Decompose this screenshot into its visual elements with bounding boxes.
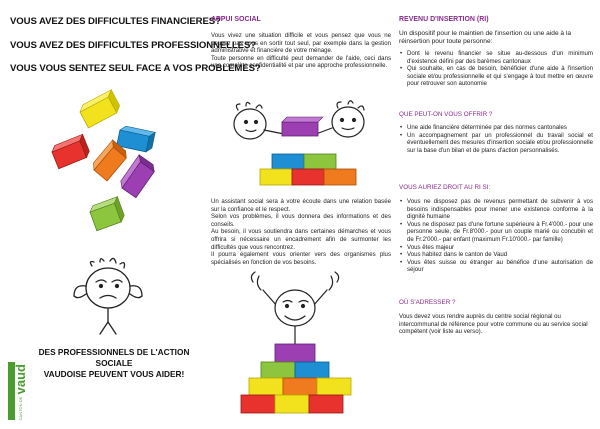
logo-canton-de: CANTON DE <box>18 396 23 420</box>
question-alone: VOUS VOUS SENTEZ SEUL FACE A VOS PROBLEMES? <box>10 63 261 74</box>
appui-para-4: Selon vos problèmes, il vous donnera des informations et des conseils. <box>211 213 391 228</box>
slogan <box>30 347 198 380</box>
ri-heading: REVENU D'INSERTION (RI) <box>399 16 489 23</box>
appui-para-1: Vous vivez une situation difficile et vous pensez que vous ne pouvez pas vous en sortir tout seul, par exemple dans la gestion administrative et financière de votre ménage. <box>211 32 391 55</box>
brick-yellow <box>78 90 122 128</box>
where-text: Vous devez vous rendre auprès du centre social régional ou intercommunal de référence pour votre commune ou au service social compétent (voir liste au verso). <box>399 313 588 336</box>
canton-vaud-logo <box>8 362 26 420</box>
appui-para-6: Il pourra également vous orienter vers des organismes plus spécialisés en fonction de vos besoins. <box>211 251 391 266</box>
offer-heading: QUE PEUT-ON VOUS OFFRIR ? <box>399 111 493 118</box>
falling-bricks-illustration <box>0 90 206 270</box>
where-heading: OÙ S'ADRESSER ? <box>399 299 456 306</box>
brick-red <box>50 134 91 168</box>
appui-social-heading: APPUI SOCIAL <box>211 16 261 23</box>
ri-intro: Un dispositif pour le maintien de l'insertion ou une aide à la réinsertion pour toute personne: <box>399 30 572 46</box>
panel-middle <box>206 0 394 429</box>
rights-list <box>399 198 593 274</box>
question-professional: VOUS AVEZ DES DIFFICULTES PROFESSIONNELLES? <box>10 40 257 51</box>
list-item: • Qui souhaite, en cas de besoin, bénéficier d'une aide à l'insertion sociale et/ou professionnelle et qui s'engage à tout mettre en œuvre pour retrouver son autonomie <box>399 65 593 88</box>
appui-para-2: Toute personne en difficulté peut demander de l'aide, ceci dans une complète confidentialité et par une approche professionnelle. <box>211 54 391 70</box>
stressed-figure-illustration <box>70 258 150 338</box>
list-item: • Un accompagnement par un professionnel du travail social et éventuellement des mesures d'insertion sociale et/ou professionnelle sur la base d'un bilan et de plans d'action personnalisés. <box>399 132 593 155</box>
appui-social-intro <box>211 32 391 70</box>
list-item: • Vous ne disposez pas de revenus permettant de subvenir à vos besoins indispensables pour mener une existence conforme à la dignité humaine <box>399 198 593 221</box>
list-item: • Vous êtes majeur <box>399 244 593 252</box>
offer-list <box>399 124 593 154</box>
ri-conditions-list <box>399 50 593 88</box>
brick-green <box>88 197 126 231</box>
panel-right <box>394 0 600 429</box>
list-item: • Vous êtes suisse ou étranger au bénéfice d'une autorisation de séjour <box>399 259 593 274</box>
list-item: • Vous ne disposez pas d'une fortune supérieure à Fr.4'000.- pour une personne seule, de Fr.8'000.- pour un couple marié ou concubin et de Fr.2'000.- par enfant (maximum Fr.10'000.- par famille) <box>399 221 593 244</box>
logo-vaud: vaud <box>13 363 28 394</box>
happy-figure-brick-tower-illustration <box>231 272 371 427</box>
list-item: • Une aide financière déterminée par des normes cantonales <box>399 124 593 132</box>
helping-figures-illustration <box>224 96 384 196</box>
slogan-line-1: DES PROFESSIONNELS DE L'ACTION SOCIALE <box>38 347 190 368</box>
right-heading: VOUS AURIEZ DROIT AU RI SI: <box>399 184 491 191</box>
appui-social-details <box>211 198 391 266</box>
list-item: • Vous habitez dans le canton de Vaud <box>399 251 593 259</box>
slogan-line-2: VAUDOISE PEUVENT VOUS AIDER! <box>43 369 185 379</box>
list-item: • Dont le revenu financier se situe au-dessous d'un minimum d'existence défini par des barèmes cantonaux <box>399 50 593 65</box>
appui-para-5: Au besoin, il vous soutiendra dans certaines démarches et vous offrira si nécessaire un encadrement afin de surmonter les difficultés que vous rencontrez. <box>211 228 391 251</box>
appui-para-3: Un assistant social sera à votre écoute dans une relation basée sur la confiance et le respect. <box>211 198 391 213</box>
question-financial: VOUS AVEZ DES DIFFICULTES FINANCIERES? <box>10 16 221 27</box>
